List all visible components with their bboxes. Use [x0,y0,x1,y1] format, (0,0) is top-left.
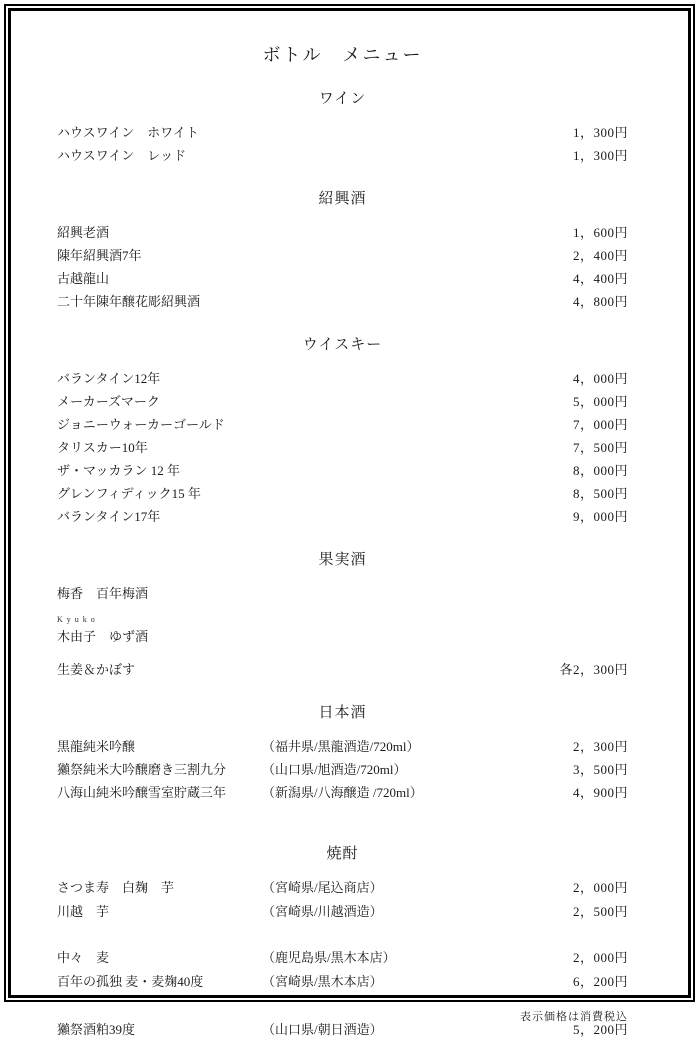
item-name: 川越 芋 [57,904,110,919]
menu-item-row [57,505,628,528]
menu-item-row [57,121,628,144]
item-price: 5，200円 [572,1022,628,1037]
menu-item-row [57,267,628,290]
item-name: タリスカー10年 [57,440,148,455]
item-origin: （宮崎県/尾込商店） [262,880,383,895]
item-price: 1，600円 [572,225,628,240]
item-price: 2，300円 [572,739,628,754]
item-name: グレンフィディック15 年 [57,486,201,501]
menu-item-row [57,459,628,482]
item-name: 獺祭純米大吟醸磨き三割九分 [57,762,227,777]
section-heading-shochu: 焼酎 [326,846,359,862]
item-name: 八海山純米吟醸雪室貯蔵三年 [57,785,227,800]
item-price: 9，000円 [572,509,628,524]
item-price: 2，500円 [572,904,628,919]
menu-item-row [57,367,628,390]
item-origin: （新潟県/八海醸造 /720ml） [262,785,423,800]
section-heading-whisky: ウイスキー [302,337,383,353]
item-name: ザ・マッカラン 12 年 [57,463,180,478]
item-price: 4，900円 [572,785,628,800]
section-heading-sake: 日本酒 [318,705,367,721]
item-origin: （宮崎県/黒木本店） [262,974,383,989]
item-origin: （福井県/黒龍酒造/720ml） [262,739,420,754]
menu-item-row [57,946,628,970]
menu-item-row [57,758,628,781]
footer-note: 表示価格は消費税込 [520,1011,628,1023]
spacer [57,648,628,658]
item-price: 4，000円 [572,371,628,386]
section-heading-fruit-liquor: 果実酒 [318,552,367,568]
item-price: 1，300円 [572,148,628,163]
item-price: 6，200円 [572,974,628,989]
item-name: メーカーズマーク [57,394,160,409]
item-price: 4，800円 [572,294,628,309]
item-name: ハウスワイン レッド [57,148,187,163]
menu-item-row [57,413,628,436]
section-heading-shaoxing: 紹興酒 [318,191,367,207]
menu-item-row [57,244,628,267]
item-price: 8，000円 [572,463,628,478]
item-ruby-reading: Kyuko [57,615,99,624]
menu-item-row [57,735,628,758]
item-price: 2，000円 [572,950,628,965]
menu-item-row [57,625,628,648]
menu-item-row [57,390,628,413]
spacer [57,924,628,946]
item-origin: （宮崎県/川越酒造） [262,904,383,919]
section-heading-wine: ワイン [318,91,367,107]
item-name: ジョニーウォーカーゴールド [57,417,225,432]
item-name: 百年の孤独 麦・麦麹40度 [57,974,204,989]
item-name: さつま寿 白麹 芋 [57,880,175,895]
item-price: 7，500円 [572,440,628,455]
item-price: 3，500円 [572,762,628,777]
item-origin: （山口県/旭酒造/720ml） [262,762,407,777]
menu-item-row [57,221,628,244]
item-price: 4，400円 [572,271,628,286]
item-name: バランタイン17年 [57,509,161,524]
menu-item-row [57,876,628,900]
menu-item-row [57,781,628,804]
menu-item-with-ruby [57,615,628,648]
item-name: 獺祭酒粕39度 [57,1022,136,1037]
item-origin: （山口県/朝日酒造） [262,1022,383,1037]
item-name: 木由子 ゆず酒 [57,629,149,644]
item-price: 7，000円 [572,417,628,432]
item-price: 8，500円 [572,486,628,501]
item-name: 生姜＆かぼす [57,662,136,677]
item-price: 5，000円 [572,394,628,409]
menu-item-row [57,436,628,459]
item-price: 1，300円 [572,125,628,140]
menu-item-row [57,970,628,994]
menu-item-row [57,658,628,681]
item-name: バランタイン12年 [57,371,161,386]
menu-item-row [57,290,628,313]
item-name: ハウスワイン ホワイト [57,125,199,140]
menu-item-row [57,900,628,924]
item-price: 2，400円 [572,248,628,263]
item-origin: （鹿児島県/黒木本店） [262,950,396,965]
item-price: 2，000円 [572,880,628,895]
item-name: 古越龍山 [57,271,110,286]
item-name: 二十年陳年醸花彫紹興酒 [57,294,201,309]
item-name: 陳年紹興酒7年 [57,248,142,263]
menu-item-row [57,582,628,605]
item-name: 紹興老酒 [57,225,110,240]
item-name: 黒龍純米吟醸 [57,739,136,754]
page-title: ボトル メニュー [262,45,423,65]
item-price: 各2，300円 [559,662,628,677]
item-name: 梅香 百年梅酒 [57,586,149,601]
menu-item-row [57,144,628,167]
menu-item-row [57,482,628,505]
item-name: 中々 麦 [57,950,110,965]
